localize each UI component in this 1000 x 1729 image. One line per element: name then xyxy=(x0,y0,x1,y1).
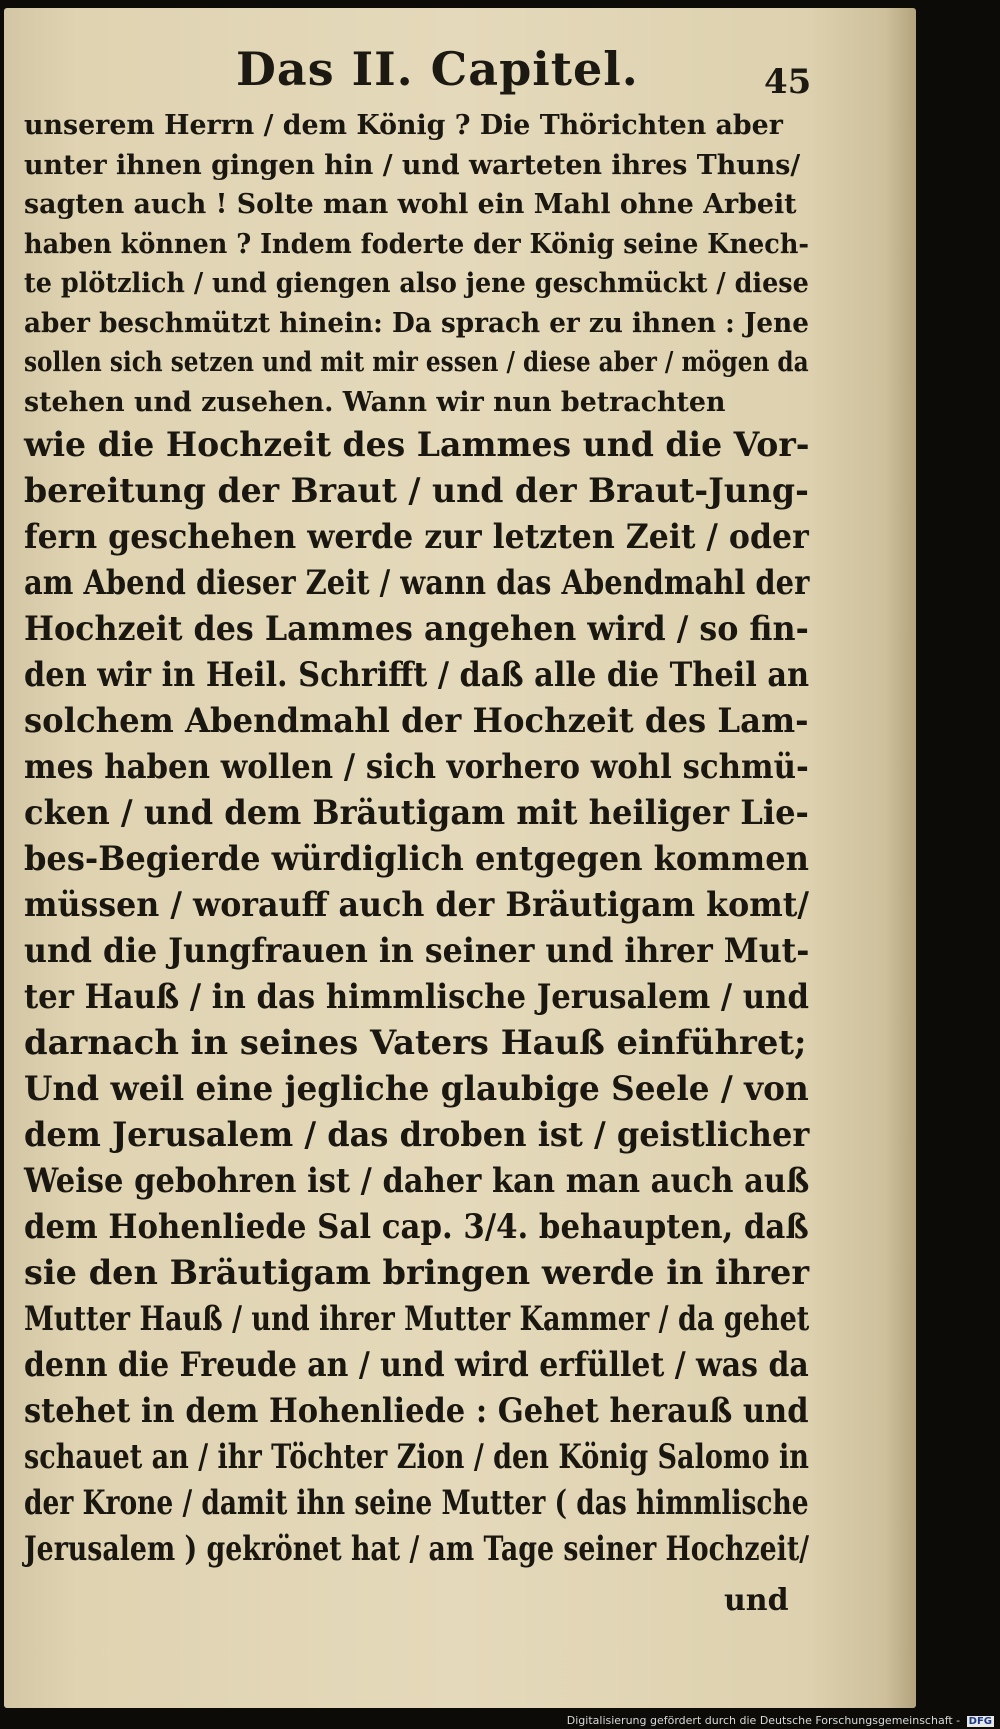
text-line: stehet in dem Hohenliede : Gehet herauß und xyxy=(24,1391,809,1431)
text-line: haben können ? Indem foderte der König seine Knech- xyxy=(24,228,809,260)
page-shading xyxy=(886,8,916,1708)
text-line: Mutter Hauß / und ihrer Mutter Kammer / da gehet xyxy=(24,1299,810,1339)
text-line: mes haben wollen / sich vorhero wohl schmü- xyxy=(24,747,809,787)
text-line: sagten auch ! Solte man wohl ein Mahl ohne Arbeit xyxy=(24,189,797,220)
text-line: bes-Begierde würdiglich entgegen kommen xyxy=(24,839,809,879)
text-line: fern geschehen werde zur letzten Zeit / oder xyxy=(24,517,809,557)
running-title: Das II. Capitel. xyxy=(236,42,639,96)
text-line: den wir in Heil. Schrifft / daß alle die Theil an xyxy=(24,655,810,695)
text-line: unter ihnen gingen hin / und warteten ihres Thuns/ xyxy=(24,149,801,181)
credit-text: Digitalisierung gefördert durch die Deutsche Forschungsgemeinschaft - xyxy=(566,1714,961,1727)
text-line: und die Jungfrauen in seiner und ihrer Mut- xyxy=(24,931,810,971)
text-line: Weise gebohren ist / daher kan man auch auß xyxy=(24,1161,810,1201)
text-line: müssen / worauff auch der Bräutigam komt/ xyxy=(24,885,809,925)
text-line: solchem Abendmahl der Hochzeit des Lam- xyxy=(24,701,809,741)
text-line: darnach in seines Vaters Hauß einführet; xyxy=(24,1023,807,1063)
dfg-logo: DFG xyxy=(968,1715,992,1727)
text-line: unserem Herrn / dem König ? Die Thörichten aber xyxy=(24,110,783,141)
text-line: denn die Freude an / und wird erfüllet / was da xyxy=(24,1345,809,1385)
text-line: Und weil eine jegliche glaubige Seele / von xyxy=(24,1069,809,1109)
text-line: Hochzeit des Lammes angehen wird / so fin- xyxy=(24,609,809,649)
text-line: dem Hohenliede Sal cap. 3/4. behaupten, daß xyxy=(24,1207,809,1247)
text-line: der Krone / damit ihn seine Mutter ( das himmlische xyxy=(24,1483,809,1523)
text-line: cken / und dem Bräutigam mit heiliger Lie- xyxy=(24,793,809,833)
text-line: stehen und zusehen. Wann wir nun betrachten xyxy=(24,386,726,418)
text-line: Jerusalem ) gekrönet hat / am Tage seiner Hochzeit/ xyxy=(24,1529,809,1569)
text-line: sollen sich setzen und mit mir essen / diese aber / mögen da xyxy=(24,347,809,378)
text-line: schauet an / ihr Töchter Zion / den König Salomo in xyxy=(24,1437,809,1477)
text-line: wie die Hochzeit des Lammes und die Vor- xyxy=(24,425,810,465)
text-line: aber beschmützt hinein: Da sprach er zu ihnen : Jene xyxy=(24,307,809,339)
digitization-credit xyxy=(567,1714,994,1727)
text-line: am Abend dieser Zeit / wann das Abendmahl der xyxy=(24,563,810,603)
text-line: dem Jerusalem / das droben ist / geistlicher xyxy=(24,1115,810,1155)
text-line: te plötzlich / und giengen also jene geschmückt / diese xyxy=(24,268,809,299)
body-text xyxy=(24,106,814,1572)
catchword: und xyxy=(724,1583,789,1618)
book-page xyxy=(4,8,916,1708)
text-line: ter Hauß / in das himmlische Jerusalem / und xyxy=(24,977,809,1017)
page-header xyxy=(4,42,916,102)
text-line: bereitung der Braut / und der Braut-Jung- xyxy=(24,471,809,511)
page-number: 45 xyxy=(764,62,812,102)
text-line: sie den Bräutigam bringen werde in ihrer xyxy=(24,1253,810,1293)
